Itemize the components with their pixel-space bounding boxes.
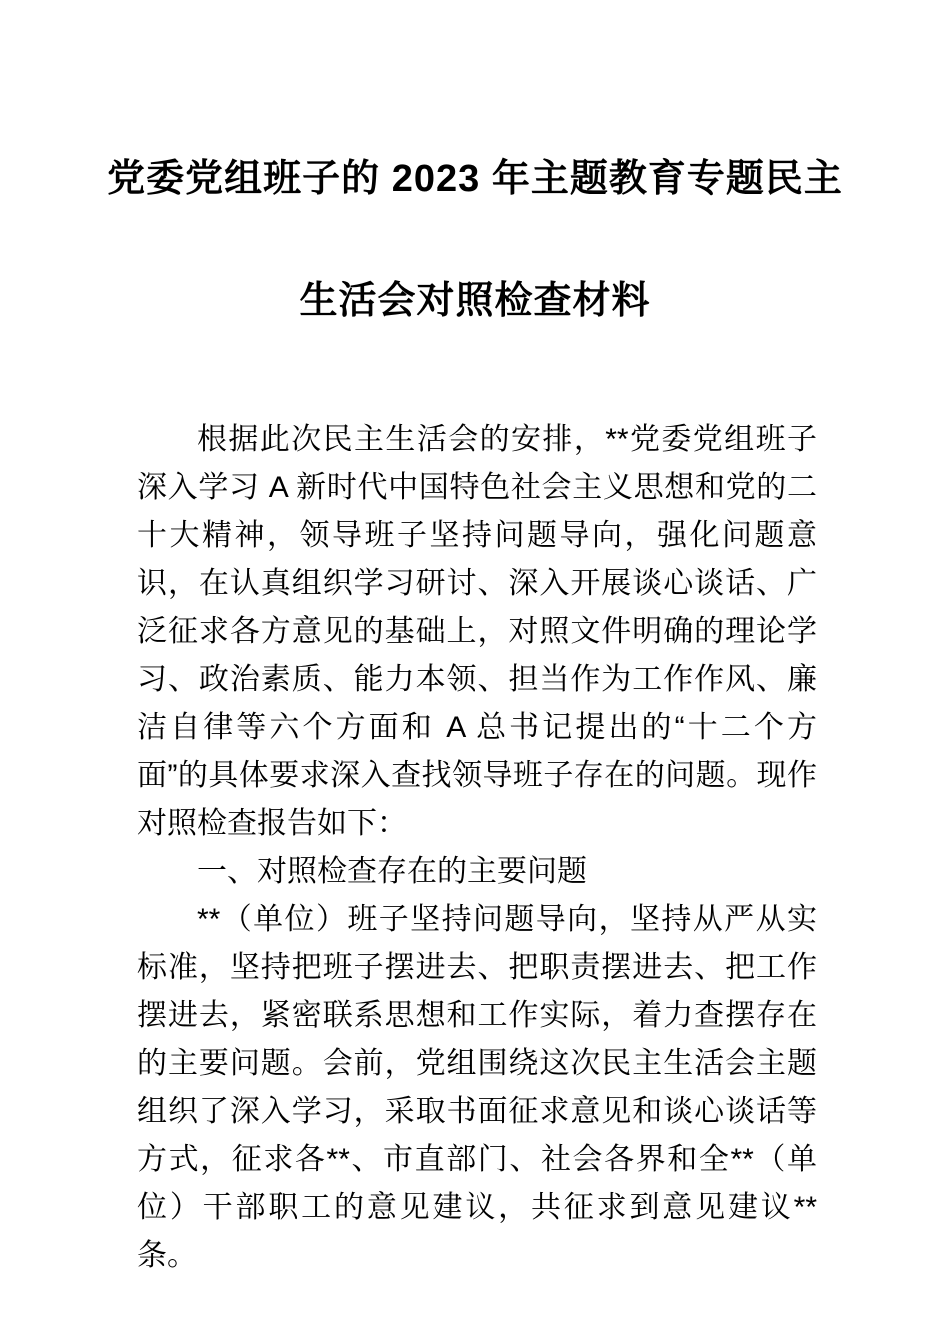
- title-line-2: 生活会对照检查材料: [299, 280, 651, 322]
- paragraph-intro: 根据此次民主生活会的安排，**党委党组班子深入学习 A 新时代中国特色社会主义思想和党的二十大精神，领导班子坚持问题导向，强化问题意识，在认真组织学习研讨、深入开展谈心谈话、广泛征求各方意见的基础上，对照文件明确的理论学习、政治素质、能力本领、担当作为工作作风、廉洁自律等六个方面和 A 总书记提出的“十二个方面”的具体要求深入查找领导班子存在的问题。现作对照检查报告如下：: [137, 423, 817, 840]
- paragraph-section-1-body: **（单位）班子坚持问题导向，坚持从严从实标准，坚持把班子摆进去、把职责摆进去、把工作摆进去，紧密联系思想和工作实际，着力查摆存在的主要问题。会前，党组围绕这次民主生活会主题组织了深入学习，采取书面征求意见和谈心谈话等方式，征求各**、市直部门、社会各界和全**（单位）干部职工的意见建议，共征求到意见建议**条。: [137, 903, 817, 1272]
- document-body: [137, 416, 817, 1280]
- section-1-heading: 一、对照检查存在的主要问题: [197, 855, 587, 888]
- document-title: [60, 118, 890, 362]
- title-line-1: 党委党组班子的 2023 年主题教育专题民主: [107, 158, 843, 200]
